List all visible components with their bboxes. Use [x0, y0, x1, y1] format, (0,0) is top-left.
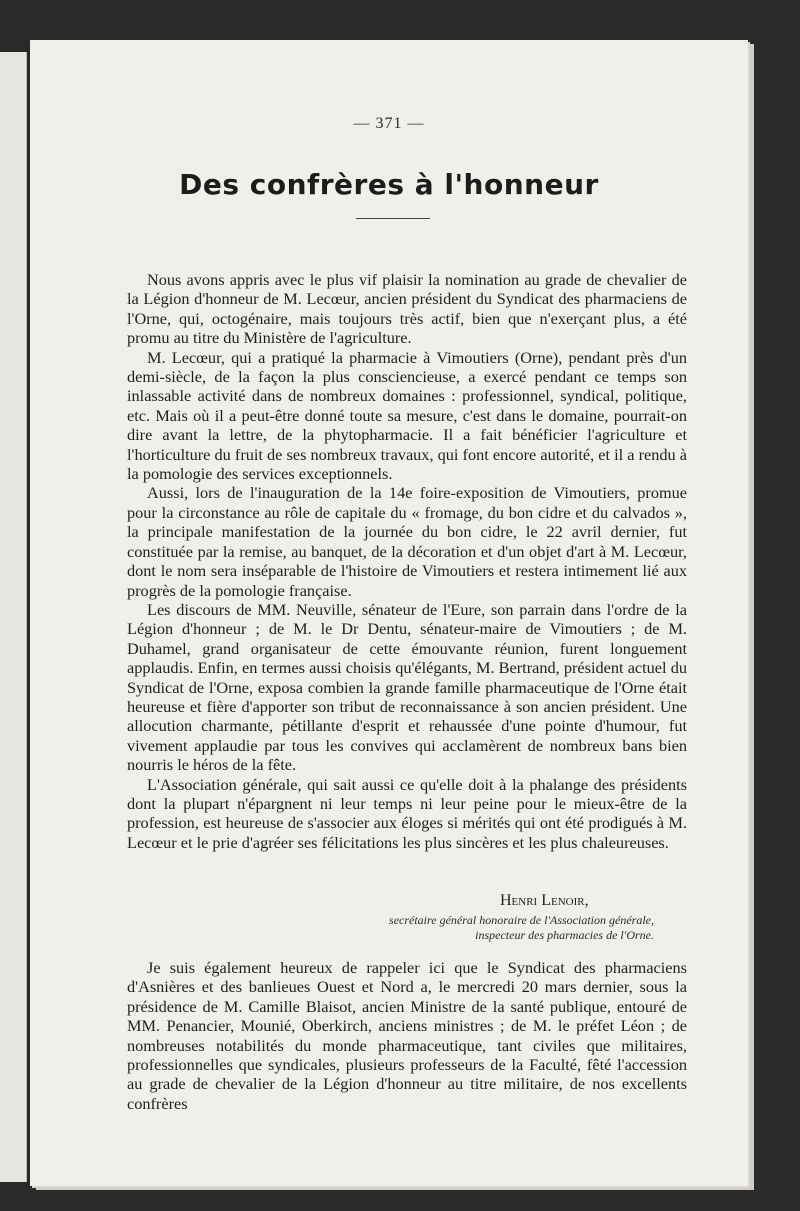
- paragraph: M. Lecœur, qui a pratiqué la pharmacie à Vimoutiers (Orne), pendant près d'un demi-siècle, de la façon la plus consciencieuse, a exercé pendant ce temps son inlassable activité dans de nombreux domaines : professionnel, syndical, politique, etc. Mais où il a peut-être donné toute sa mesure, c'est dans le domaine, pourrait-on dire avant la lettre, de la phytopharmacie. Il a fait bénéficier l'agriculture et l'horticulture du fruit de ses nombreux travaux, qui font encore autorité, et il a rendu à la pomologie des services exceptionnels.: [127, 347, 687, 484]
- signature-role-line: inspecteur des pharmacies de l'Orne.: [475, 928, 654, 942]
- page-number: — 371 —: [353, 115, 425, 132]
- signature-name: Henri Lenoir,: [500, 892, 589, 909]
- signature-role: [294, 913, 654, 943]
- paragraph: Les discours de MM. Neuville, sénateur de l'Eure, son parrain dans l'ordre de la Légion d'honneur ; de M. le Dr Dentu, sénateur-maire de Vimoutiers ; de M. Duhamel, grand organisateur de cette émouvante réunion, furent longuement applaudis. Enfin, en termes aussi choisis qu'élégants, M. Bertrand, président actuel du Syndicat de l'Orne, exposa combien la grande famille pharmaceutique de l'Orne était heureuse et fière d'apporter son tribut de reconnaissance à son ancien président. Une allocution charmante, pétillante d'esprit et rehaussée d'une pointe d'humour, fut vivement applaudie par tous les convives qui acclamèrent de nombreux bans bien nourris le héros de la fête.: [127, 599, 687, 775]
- paragraph: L'Association générale, qui sait aussi ce qu'elle doit à la phalange des présidents dont la plupart n'épargnent ni leur temps ni leur peine pour le mieux-être de la profession, est heureuse de s'associer aux éloges si mérités qui ont été prodigués à M. Lecœur et le prie d'agréer ses félicitations les plus sincères et les plus chaleureuses.: [127, 774, 687, 852]
- facing-page-edge: [0, 52, 27, 1182]
- paragraph: Nous avons appris avec le plus vif plaisir la nomination au grade de chevalier de la Légion d'honneur de M. Lecœur, ancien président du Syndicat des pharmaciens de l'Orne, qui, octogénaire, mais toujours très actif, bien que n'exerçant plus, a été promu au titre du Ministère de l'agriculture.: [127, 270, 687, 348]
- article-body-section-2: [127, 958, 687, 1113]
- signature-role-line: secrétaire général honoraire de l'Association générale,: [389, 913, 654, 927]
- paragraph: Aussi, lors de l'inauguration de la 14e foire-exposition de Vimoutiers, promue pour la circonstance au rôle de capitale du « fromage, du bon cidre et du calvados », la principale manifestation de la journée du bon cidre, le 22 avril dernier, fut constituée par la remise, au banquet, de la décoration et d'un objet d'art à M. Lecœur, dont le nom sera inséparable de l'histoire de Vimoutiers et restera intimement lié aux progrès de la pomologie française.: [127, 483, 687, 600]
- document-page: [30, 40, 748, 1186]
- title-divider: [356, 218, 430, 219]
- paragraph: Je suis également heureux de rappeler ici que le Syndicat des pharmaciens d'Asnières et des banlieues Ouest et Nord a, le mercredi 20 mars dernier, sous la présidence de M. Camille Blaisot, ancien Ministre de la santé publique, entouré de MM. Penancier, Mounié, Oberkirch, anciens ministres ; de M. le préfet Léon ; de nombreuses notabilités du monde pharmaceutique, tant civiles que militaires, professionnelles que syndicales, plusieurs professeurs de la Faculté, fêté l'accession au grade de chevalier de la Légion d'honneur au titre militaire, de nos excellents confrères: [127, 958, 687, 1113]
- article-body-section-1: [127, 270, 687, 852]
- article-title: Des confrères à l'honneur: [179, 168, 599, 201]
